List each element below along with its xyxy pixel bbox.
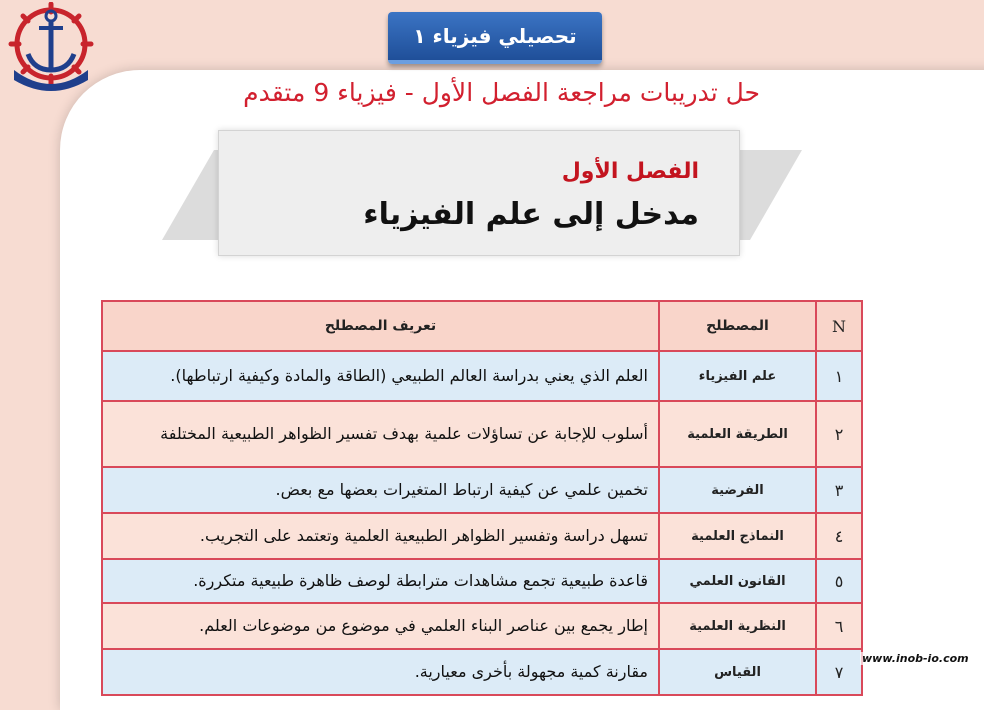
row-term: الطريقة العلمية xyxy=(659,401,816,467)
row-number: ٢ xyxy=(816,401,862,467)
table-row xyxy=(102,351,862,401)
terms-table xyxy=(101,300,863,696)
row-definition: العلم الذي يعني بدراسة العالم الطبيعي (الطاقة والمادة وكيفية ارتباطها). xyxy=(102,351,659,401)
row-number: ٣ xyxy=(816,467,862,513)
row-number: ٤ xyxy=(816,513,862,559)
row-term: القانون العلمي xyxy=(659,559,816,603)
row-number: ٥ xyxy=(816,559,862,603)
subject-tab xyxy=(388,12,602,64)
row-definition: أسلوب للإجابة عن تساؤلات علمية بهدف تفسير الظواهر الطبيعية المختلفة xyxy=(102,401,659,467)
row-definition: تسهل دراسة وتفسير الظواهر الطبيعية العلمية وتعتمد على التجريب. xyxy=(102,513,659,559)
header-term: المصطلح xyxy=(659,301,816,351)
chapter-title: مدخل إلى علم الفيزياء xyxy=(363,197,699,232)
chapter-label: الفصل الأول xyxy=(561,159,699,184)
row-term: الفرضية xyxy=(659,467,816,513)
chapter-box xyxy=(218,130,740,256)
row-definition: تخمين علمي عن كيفية ارتباط المتغيرات بعضها مع بعض. xyxy=(102,467,659,513)
header-definition: تعريف المصطلح xyxy=(102,301,659,351)
row-definition: قاعدة طبيعية تجمع مشاهدات مترابطة لوصف ظاهرة طبيعية متكررة. xyxy=(102,559,659,603)
row-term: النظرية العلمية xyxy=(659,603,816,649)
anchor-icon xyxy=(4,2,98,94)
row-number: ٧ xyxy=(816,649,862,695)
table-row xyxy=(102,649,862,695)
row-definition: مقارنة كمية مجهولة بأخرى معيارية. xyxy=(102,649,659,695)
row-number: ٦ xyxy=(816,603,862,649)
table-row xyxy=(102,401,862,467)
row-number: ١ xyxy=(816,351,862,401)
watermark: www.inob-io.com xyxy=(862,652,969,665)
table-row xyxy=(102,513,862,559)
table-header-row xyxy=(102,301,862,351)
table-row xyxy=(102,559,862,603)
chapter-banner xyxy=(188,110,772,280)
subject-tab-label: تحصيلي فيزياء ١ xyxy=(413,24,577,48)
table-row xyxy=(102,603,862,649)
row-term: القياس xyxy=(659,649,816,695)
page-subtitle: حل تدريبات مراجعة الفصل الأول - فيزياء 9 متقدم xyxy=(243,78,760,107)
row-definition: إطار يجمع بين عناصر البناء العلمي في موضوع من موضوعات العلم. xyxy=(102,603,659,649)
row-term: علم الفيزياء xyxy=(659,351,816,401)
table-row xyxy=(102,467,862,513)
row-term: النماذج العلمية xyxy=(659,513,816,559)
header-n: N xyxy=(816,301,862,351)
